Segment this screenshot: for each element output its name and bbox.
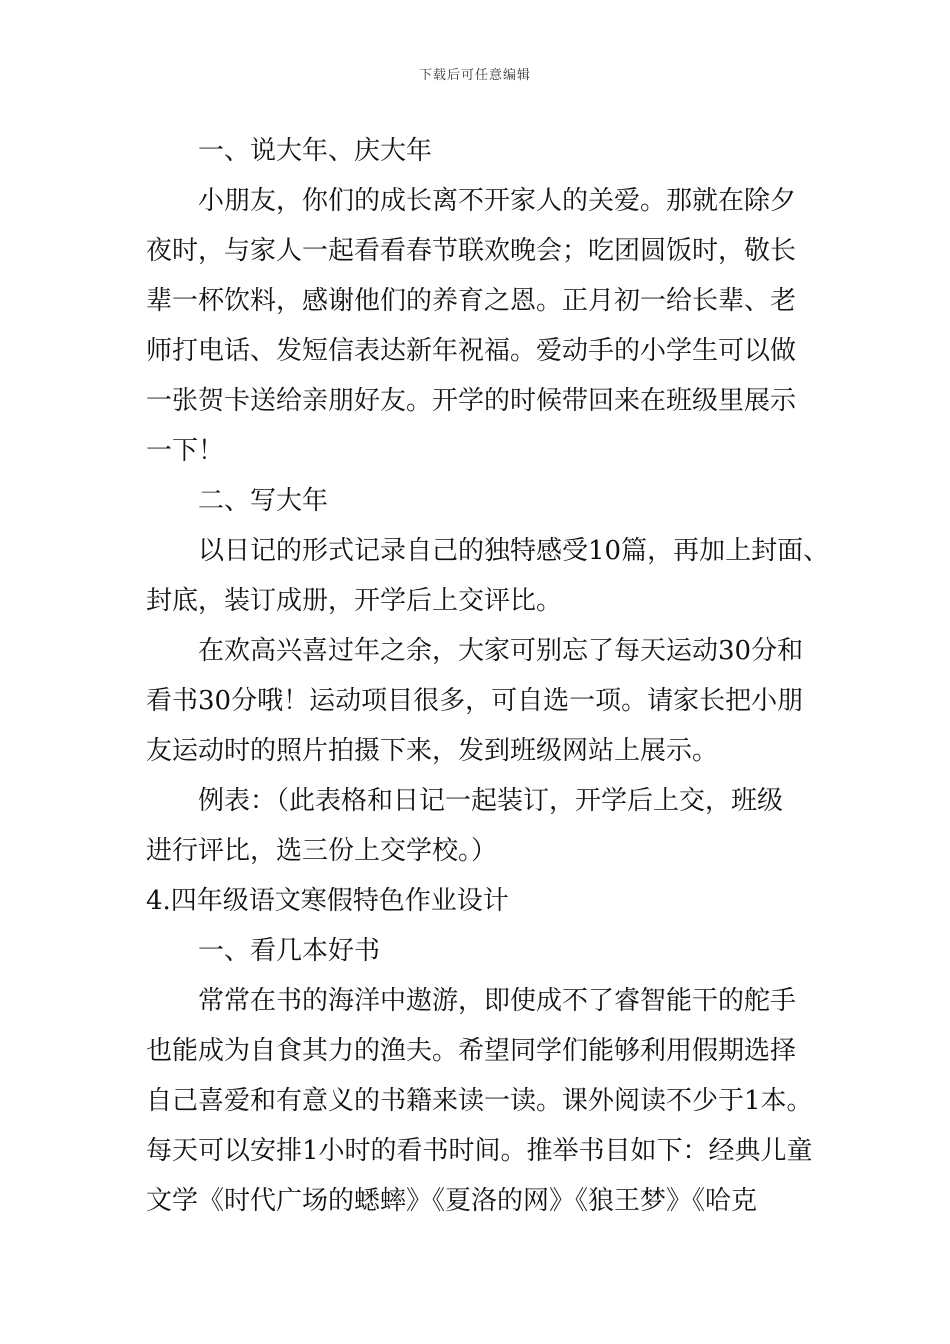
text-line: 友运动时的照片拍摄下来，发到班级网站上展示。 <box>146 736 719 766</box>
section-heading: 4.四年级语文寒假特色作业设计 <box>146 886 509 916</box>
text-line: 小朋友，你们的成长离不开家人的关爱。那就在除夕 <box>198 186 797 216</box>
text-line: 二、写大年 <box>198 486 329 516</box>
text-line: 进行评比，选三份上交学校。） <box>146 836 498 866</box>
text-line: 夜时，与家人一起看看春节联欢晚会；吃团圆饭时，敬长 <box>146 236 797 266</box>
text-line: 每天可以安排1小时的看书时间。推举书目如下：经典儿童 <box>146 1136 813 1166</box>
page-header: 下载后可任意编辑 <box>418 68 531 83</box>
text-line: 师打电话、发短信表达新年祝福。爱动手的小学生可以做 <box>146 336 797 366</box>
text-line: 一、说大年、庆大年 <box>198 136 433 166</box>
text-line: 文学《时代广场的蟋蟀》《夏洛的网》《狼王梦》《哈克 <box>146 1186 758 1216</box>
text-line: 常常在书的海洋中遨游，即使成不了睿智能干的舵手 <box>198 986 797 1016</box>
text-line: 自己喜爱和有意义的书籍来读一读。课外阅读不少于1本。 <box>146 1086 813 1116</box>
text-line: 一张贺卡送给亲朋好友。开学的时候带回来在班级里展示 <box>146 386 797 416</box>
text-line: 看书30分哦！运动项目很多，可自选一项。请家长把小朋 <box>146 686 804 716</box>
text-line: 例表：（此表格和日记一起装订，开学后上交，班级 <box>198 786 784 816</box>
text-line: 也能成为自食其力的渔夫。希望同学们能够利用假期选择 <box>146 1036 797 1066</box>
text-line: 一、看几本好书 <box>198 936 381 966</box>
text-line: 一下！ <box>146 436 225 466</box>
document-body <box>146 126 830 1226</box>
text-line: 以日记的形式记录自己的独特感受10篇，再加上封面、 <box>198 536 830 566</box>
text-line: 在欢高兴喜过年之余，大家可别忘了每天运动30分和 <box>198 636 804 666</box>
text-line: 封底，装订成册，开学后上交评比。 <box>146 586 563 616</box>
text-line: 辈一杯饮料，感谢他们的养育之恩。正月初一给长辈、老 <box>146 286 797 316</box>
